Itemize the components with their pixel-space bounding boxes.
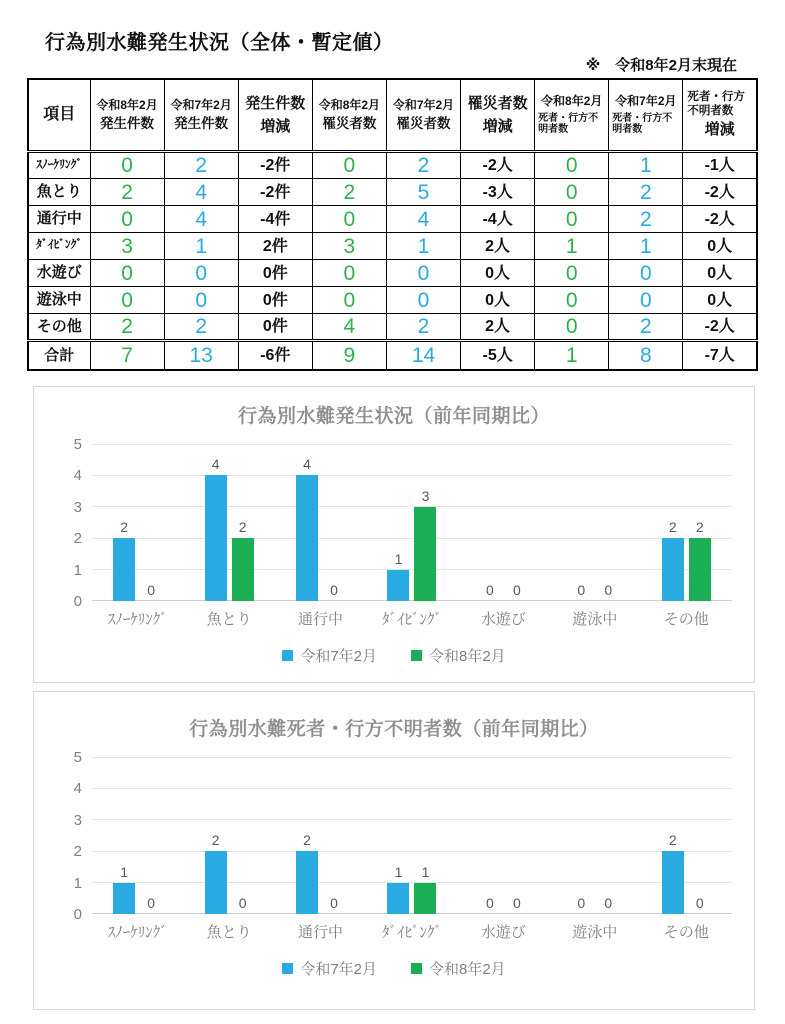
table-cell: 2	[386, 152, 460, 179]
table-cell: 2	[90, 314, 164, 341]
data-label: 0	[147, 895, 156, 911]
table-cell: -4人	[461, 206, 535, 233]
bar	[662, 851, 684, 914]
legend-item	[411, 958, 506, 979]
data-label: 0	[512, 895, 521, 911]
table-cell: -4件	[238, 206, 312, 233]
category-label: 遊泳中	[572, 924, 618, 941]
col-header-line2: 増減	[482, 117, 513, 135]
category-slot	[641, 444, 732, 601]
table-cell: 0件	[238, 287, 312, 314]
y-tick-label: 4	[73, 780, 82, 798]
bar-column	[296, 444, 318, 601]
category-slot	[183, 444, 274, 601]
data-label: 1	[394, 863, 403, 880]
table-total-row	[28, 341, 757, 370]
table-cell: 14	[386, 341, 460, 370]
table-cell: 0	[535, 179, 609, 206]
col-header-8	[683, 79, 757, 152]
y-tick-label: 0	[73, 906, 82, 923]
chart-legend-1	[34, 958, 754, 979]
category-slot	[458, 444, 549, 601]
table-cell: 2	[386, 314, 460, 341]
table-cell: 0	[90, 287, 164, 314]
legend-item	[282, 958, 377, 979]
col-header-0	[90, 79, 164, 152]
col-header-line1: 発生件数	[245, 94, 306, 112]
y-tick-label: 1	[73, 874, 82, 892]
bar-column	[296, 757, 318, 914]
row-label: ｽﾉｰｹﾘﾝｸﾞ	[28, 152, 90, 179]
data-label: 0	[485, 895, 494, 911]
table-cell: 2件	[238, 233, 312, 260]
col-header-line2: 死者・行方不明者数	[612, 112, 673, 136]
row-label: ﾀﾞｲﾋﾞﾝｸﾞ	[28, 233, 90, 260]
chart-title-deaths-missing: 行為別水難死者・行方不明者数（前年同期比）	[189, 719, 599, 740]
bar-column	[689, 757, 711, 914]
data-label: 4	[303, 456, 311, 473]
table-cell: -2人	[683, 179, 757, 206]
table-cell: -2件	[238, 179, 312, 206]
bar	[387, 570, 409, 601]
category-label: 遊泳中	[572, 611, 618, 628]
table-cell: 0人	[683, 260, 757, 287]
table-cell: 1	[386, 233, 460, 260]
col-header-7	[609, 79, 683, 152]
bar	[414, 883, 436, 914]
plot-1	[73, 749, 732, 923]
category-slot	[458, 757, 549, 914]
bar-column	[570, 444, 592, 601]
bar-column	[662, 757, 684, 914]
table-cell: 1	[609, 233, 683, 260]
data-label: 0	[604, 895, 613, 911]
table-cell: 13	[164, 341, 238, 370]
bar-slots	[92, 444, 732, 601]
col-header-line1: 令和8年2月	[96, 97, 158, 112]
col-header-line1: 令和7年2月	[615, 94, 677, 109]
bar-column	[414, 757, 436, 914]
data-label: 2	[303, 832, 311, 849]
legend-swatch	[411, 650, 422, 661]
table-cell: 8	[609, 341, 683, 370]
data-label: 2	[695, 519, 704, 536]
category-label: ｽﾉｰｹﾘﾝｸﾞ	[107, 611, 168, 628]
category-slot	[366, 757, 457, 914]
data-label: 0	[512, 582, 521, 598]
bar-column	[232, 444, 254, 601]
table-cell: 0	[164, 260, 238, 287]
col-header-line1: 令和7年2月	[392, 97, 455, 112]
col-header-line2: 発生件数	[100, 116, 155, 132]
table-cell: -2人	[683, 314, 757, 341]
bar-column	[479, 757, 501, 914]
data-label: 0	[695, 895, 704, 911]
bar-column	[506, 444, 528, 601]
bar-column	[113, 757, 135, 914]
data-label: 0	[485, 582, 494, 598]
bar-column	[387, 444, 409, 601]
bar	[113, 883, 135, 914]
col-header-item: 項目	[28, 79, 90, 152]
table-body	[28, 152, 757, 370]
bar-column	[662, 444, 684, 601]
table-cell: 0	[90, 260, 164, 287]
category-label: 通行中	[298, 924, 344, 941]
y-tick-label: 4	[73, 467, 82, 485]
table-cell: 4	[164, 206, 238, 233]
bar-column	[323, 444, 345, 601]
category-axis-0	[92, 608, 732, 629]
table-cell: -2人	[683, 206, 757, 233]
row-label: 通行中	[28, 206, 90, 233]
category-label: 通行中	[298, 611, 344, 628]
chart-plot-area-deaths	[73, 749, 732, 923]
row-label: 遊泳中	[28, 287, 90, 314]
col-header-line2: 発生件数	[174, 116, 229, 132]
category-label: 魚とり	[206, 611, 252, 628]
chart-occurrences	[33, 386, 755, 683]
table-cell: 0	[535, 152, 609, 179]
data-label: 2	[668, 832, 677, 849]
col-header-6	[535, 79, 609, 152]
table-cell: 9	[312, 341, 386, 370]
data-label: 0	[330, 582, 338, 598]
bar	[296, 851, 318, 914]
col-header-1	[164, 79, 238, 152]
bar-column	[140, 757, 162, 914]
table-cell: 5	[386, 179, 460, 206]
table-cell: 0	[312, 260, 386, 287]
row-label: その他	[28, 314, 90, 341]
data-label: 1	[394, 550, 403, 567]
table-cell: 0	[386, 260, 460, 287]
bar	[689, 538, 711, 601]
table-cell: 0人	[461, 287, 535, 314]
table-cell: -2件	[238, 152, 312, 179]
row-label: 魚とり	[28, 179, 90, 206]
category-slot	[183, 757, 274, 914]
legend-swatch	[282, 963, 293, 974]
table-row	[28, 287, 757, 314]
bar-column	[597, 444, 619, 601]
table-cell: 3	[90, 233, 164, 260]
col-header-line2: 増減	[704, 120, 735, 138]
legend-label: 令和8年2月	[429, 961, 506, 978]
table-cell: 2	[609, 206, 683, 233]
data-label: 0	[604, 582, 613, 598]
bar	[232, 538, 254, 601]
data-label: 0	[577, 895, 586, 911]
table-cell: 0人	[461, 260, 535, 287]
data-label: 1	[421, 863, 430, 880]
table-cell: 2人	[461, 233, 535, 260]
col-header-line1: 令和8年2月	[318, 97, 381, 112]
category-slot	[275, 444, 366, 601]
bar	[662, 538, 684, 601]
data-label: 2	[668, 519, 677, 536]
category-slot	[366, 444, 457, 601]
table-cell: -6件	[238, 341, 312, 370]
table-cell: 2人	[461, 314, 535, 341]
bar-column	[506, 757, 528, 914]
y-tick-label: 0	[73, 593, 82, 610]
table-cell: 0人	[683, 287, 757, 314]
category-label: ｽﾉｰｹﾘﾝｸﾞ	[107, 924, 168, 941]
row-label: 水遊び	[28, 260, 90, 287]
table-cell: 1	[535, 233, 609, 260]
table-cell: 0	[609, 260, 683, 287]
legend-item	[282, 645, 377, 666]
data-label: 0	[238, 895, 247, 911]
row-label: 合計	[28, 341, 90, 370]
bar-column	[323, 757, 345, 914]
summary-table	[27, 78, 758, 371]
category-label: その他	[663, 611, 709, 628]
table-cell: 2	[609, 179, 683, 206]
col-header-line2: 増減	[260, 117, 291, 135]
col-header-line1: 罹災者数	[467, 94, 528, 112]
y-tick-label: 3	[73, 498, 82, 516]
y-tick-label: 1	[73, 561, 82, 579]
table-cell: -7人	[683, 341, 757, 370]
legend-item	[411, 645, 506, 666]
legend-swatch	[282, 650, 293, 661]
table-cell: 2	[164, 152, 238, 179]
bar-slots	[92, 757, 732, 914]
table-cell: 7	[90, 341, 164, 370]
table-cell: 0人	[683, 233, 757, 260]
table-cell: 1	[609, 152, 683, 179]
category-label: ﾀﾞｲﾋﾞﾝｸﾞ	[381, 924, 442, 941]
col-header-line2: 死者・行方不明者数	[538, 112, 599, 136]
y-tick-label: 5	[73, 436, 82, 453]
category-label: その他	[663, 924, 709, 941]
chart-deaths-missing	[33, 691, 755, 1010]
table-row	[28, 233, 757, 260]
chart-legend-0	[34, 645, 754, 666]
bar	[113, 538, 135, 601]
table-cell: 0	[535, 314, 609, 341]
table-cell: 0	[386, 287, 460, 314]
data-label: 3	[421, 487, 430, 504]
col-header-2	[238, 79, 312, 152]
col-header-5	[461, 79, 535, 152]
bar-column	[479, 444, 501, 601]
table-cell: 4	[312, 314, 386, 341]
y-tick-label: 2	[73, 843, 82, 861]
table-cell: 1	[164, 233, 238, 260]
table-cell: 0	[535, 287, 609, 314]
col-header-line2: 罹災者数	[396, 116, 451, 132]
table-cell: 0	[535, 260, 609, 287]
bar-column	[113, 444, 135, 601]
table-cell: 2	[609, 314, 683, 341]
table-cell: 0	[312, 206, 386, 233]
data-label: 2	[120, 519, 129, 536]
chart-title-occurrences: 行為別水難発生状況（前年同期比）	[237, 406, 550, 427]
data-label: 2	[238, 519, 247, 536]
bar	[387, 883, 409, 914]
bar	[414, 507, 436, 601]
data-label: 4	[211, 456, 220, 473]
data-label: 0	[330, 895, 338, 911]
legend-label: 令和8年2月	[429, 648, 506, 665]
col-header-3	[312, 79, 386, 152]
category-slot	[549, 444, 640, 601]
bar-column	[414, 444, 436, 601]
table-cell: 0件	[238, 260, 312, 287]
bar-column	[205, 444, 227, 601]
table-cell: 0	[535, 206, 609, 233]
bar-column	[387, 757, 409, 914]
bar	[205, 475, 227, 601]
table-cell: -3人	[461, 179, 535, 206]
table-cell: 3	[312, 233, 386, 260]
category-slot	[275, 757, 366, 914]
category-label: 水遊び	[480, 611, 526, 628]
y-tick-label: 3	[73, 811, 82, 829]
page-title: 行為別水難発生状況（全体・暫定値）	[45, 32, 394, 54]
table-cell: -2人	[461, 152, 535, 179]
table-cell: 0	[609, 287, 683, 314]
table-cell: 1	[535, 341, 609, 370]
bar	[205, 851, 227, 914]
table-cell: 2	[312, 179, 386, 206]
category-slot	[92, 757, 183, 914]
table-cell: 4	[164, 179, 238, 206]
col-header-4	[386, 79, 460, 152]
col-header-line2: 罹災者数	[322, 116, 377, 132]
table-row	[28, 314, 757, 341]
bar-column	[205, 757, 227, 914]
bar-column	[140, 444, 162, 601]
col-header-line1: 令和7年2月	[170, 97, 232, 112]
bar-column	[570, 757, 592, 914]
table-row	[28, 152, 757, 179]
table-cell: 0	[90, 152, 164, 179]
table-cell: 0	[312, 152, 386, 179]
category-slot	[641, 757, 732, 914]
plot-0	[73, 436, 732, 610]
category-label: ﾀﾞｲﾋﾞﾝｸﾞ	[381, 611, 442, 628]
as-of-note: ※ 令和8年2月末現在	[585, 57, 737, 74]
y-tick-label: 2	[73, 530, 82, 548]
bar-column	[232, 757, 254, 914]
table-cell: 0件	[238, 314, 312, 341]
category-label: 水遊び	[480, 924, 526, 941]
table-cell: 0	[164, 287, 238, 314]
category-slot	[92, 444, 183, 601]
table-cell: -1人	[683, 152, 757, 179]
legend-label: 令和7年2月	[300, 961, 377, 978]
table-cell: -5人	[461, 341, 535, 370]
bar-column	[689, 444, 711, 601]
data-label: 2	[211, 832, 220, 849]
chart-plot-area-occurrences	[73, 436, 732, 610]
table-row	[28, 260, 757, 287]
table-row	[28, 179, 757, 206]
col-header-line1: 令和8年2月	[541, 94, 603, 109]
table-cell: 2	[90, 179, 164, 206]
legend-swatch	[411, 963, 422, 974]
category-slot	[549, 757, 640, 914]
data-label: 0	[577, 582, 586, 598]
data-label: 0	[147, 582, 156, 598]
category-axis-1	[92, 921, 732, 942]
bar	[296, 475, 318, 601]
table-cell: 0	[90, 206, 164, 233]
y-tick-label: 5	[73, 749, 82, 766]
table-cell: 2	[164, 314, 238, 341]
table-cell: 0	[312, 287, 386, 314]
table-header-row	[28, 79, 757, 152]
table-header	[28, 79, 757, 152]
legend-label: 令和7年2月	[300, 648, 377, 665]
category-label: 魚とり	[206, 924, 252, 941]
col-header-line1: 死者・行方不明者数	[687, 91, 745, 117]
data-label: 1	[120, 863, 129, 880]
table-cell: 4	[386, 206, 460, 233]
table-row	[28, 206, 757, 233]
bar-column	[597, 757, 619, 914]
